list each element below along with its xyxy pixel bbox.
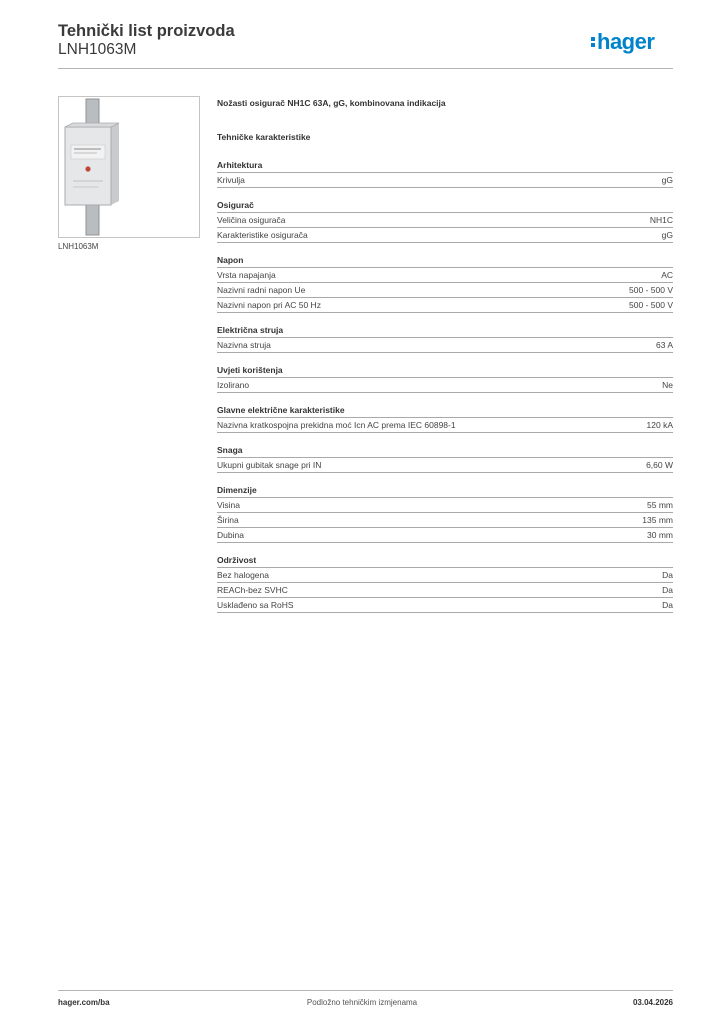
spec-label: Vrsta napajanja	[217, 270, 276, 280]
spec-label: Krivulja	[217, 175, 245, 185]
nh-fuse-image	[59, 97, 199, 237]
group-title: Napon	[217, 255, 244, 265]
spec-value: 500 - 500 V	[629, 285, 673, 295]
spec-label: Karakteristike osigurača	[217, 230, 308, 240]
spec-group	[217, 253, 673, 313]
spec-row	[217, 227, 673, 243]
group-title: Snaga	[217, 445, 243, 455]
spec-label: Ukupni gubitak snage pri IN	[217, 460, 322, 470]
spec-row	[217, 527, 673, 543]
logo-text: hager	[597, 29, 655, 54]
spec-row	[217, 377, 673, 393]
group-title: Uvjeti korištenja	[217, 365, 283, 375]
spec-row	[217, 457, 673, 473]
page-title: Tehnički list proizvoda	[58, 22, 235, 40]
footer-divider	[58, 990, 673, 991]
spec-value: Da	[662, 570, 673, 580]
spec-label: Visina	[217, 500, 240, 510]
spec-value: 6,60 W	[646, 460, 673, 470]
spec-label: REACh-bez SVHC	[217, 585, 288, 595]
spec-label: Nazivna struja	[217, 340, 271, 350]
spec-row	[217, 172, 673, 188]
spec-value: Ne	[662, 380, 673, 390]
spec-label: Bez halogena	[217, 570, 269, 580]
spec-label: Nazivni napon pri AC 50 Hz	[217, 300, 321, 310]
image-caption: LNH1063M	[58, 242, 99, 251]
spec-value: 500 - 500 V	[629, 300, 673, 310]
spec-value: gG	[661, 175, 673, 185]
group-title: Dimenzije	[217, 485, 257, 495]
spec-row	[217, 597, 673, 613]
spec-row	[217, 297, 673, 313]
spec-label: Širina	[217, 515, 239, 525]
spec-label: Nazivna kratkospojna prekidna moć Icn AC prema IEC 60898-1	[217, 420, 456, 430]
product-image	[58, 96, 200, 238]
spec-group	[217, 403, 673, 433]
spec-group	[217, 483, 673, 543]
spec-value: Da	[662, 585, 673, 595]
logo-dots-icon	[591, 37, 595, 47]
section-heading: Tehničke karakteristike	[217, 132, 311, 142]
spec-group	[217, 323, 673, 353]
spec-value: AC	[661, 270, 673, 280]
footer-notice: Podložno tehničkim izmjenama	[306, 998, 418, 1007]
spec-value: Da	[662, 600, 673, 610]
spec-row	[217, 337, 673, 353]
spec-groups	[217, 158, 673, 613]
spec-value: 30 mm	[647, 530, 673, 540]
footer-date: 03.04.2026	[632, 998, 673, 1007]
group-title: Osigurač	[217, 200, 254, 210]
spec-group	[217, 443, 673, 473]
spec-label: Usklađeno sa RoHS	[217, 600, 294, 610]
spec-row	[217, 267, 673, 282]
spec-content	[217, 96, 673, 613]
spec-label: Dubina	[217, 530, 244, 540]
spec-row	[217, 497, 673, 512]
spec-row	[217, 282, 673, 297]
product-code: LNH1063M	[58, 41, 137, 58]
spec-label: Veličina osigurača	[217, 215, 286, 225]
spec-group	[217, 363, 673, 393]
spec-value: NH1C	[649, 215, 673, 225]
spec-row	[217, 567, 673, 582]
spec-group	[217, 553, 673, 613]
spec-label: Nazivni radni napon Ue	[217, 285, 306, 295]
product-description: Nožasti osigurač NH1C 63A, gG, kombinovana indikacija	[217, 98, 446, 108]
header-divider	[58, 68, 673, 69]
spec-value: 63 A	[655, 340, 673, 350]
hager-logo	[591, 27, 673, 57]
spec-group	[217, 158, 673, 188]
group-title: Održivost	[217, 555, 257, 565]
spec-value: 55 mm	[647, 500, 673, 510]
spec-value: gG	[661, 230, 673, 240]
group-title: Električna struja	[217, 325, 284, 335]
spec-value: 120 kA	[646, 420, 673, 430]
spec-label: Izolirano	[217, 380, 250, 390]
spec-row	[217, 212, 673, 227]
spec-row	[217, 512, 673, 527]
spec-row	[217, 582, 673, 597]
spec-row	[217, 417, 673, 433]
group-title: Arhitektura	[217, 160, 263, 170]
footer-website[interactable]: hager.com/ba	[58, 998, 110, 1007]
spec-group	[217, 198, 673, 243]
spec-value: 135 mm	[642, 515, 673, 525]
group-title: Glavne električne karakteristike	[217, 405, 345, 415]
